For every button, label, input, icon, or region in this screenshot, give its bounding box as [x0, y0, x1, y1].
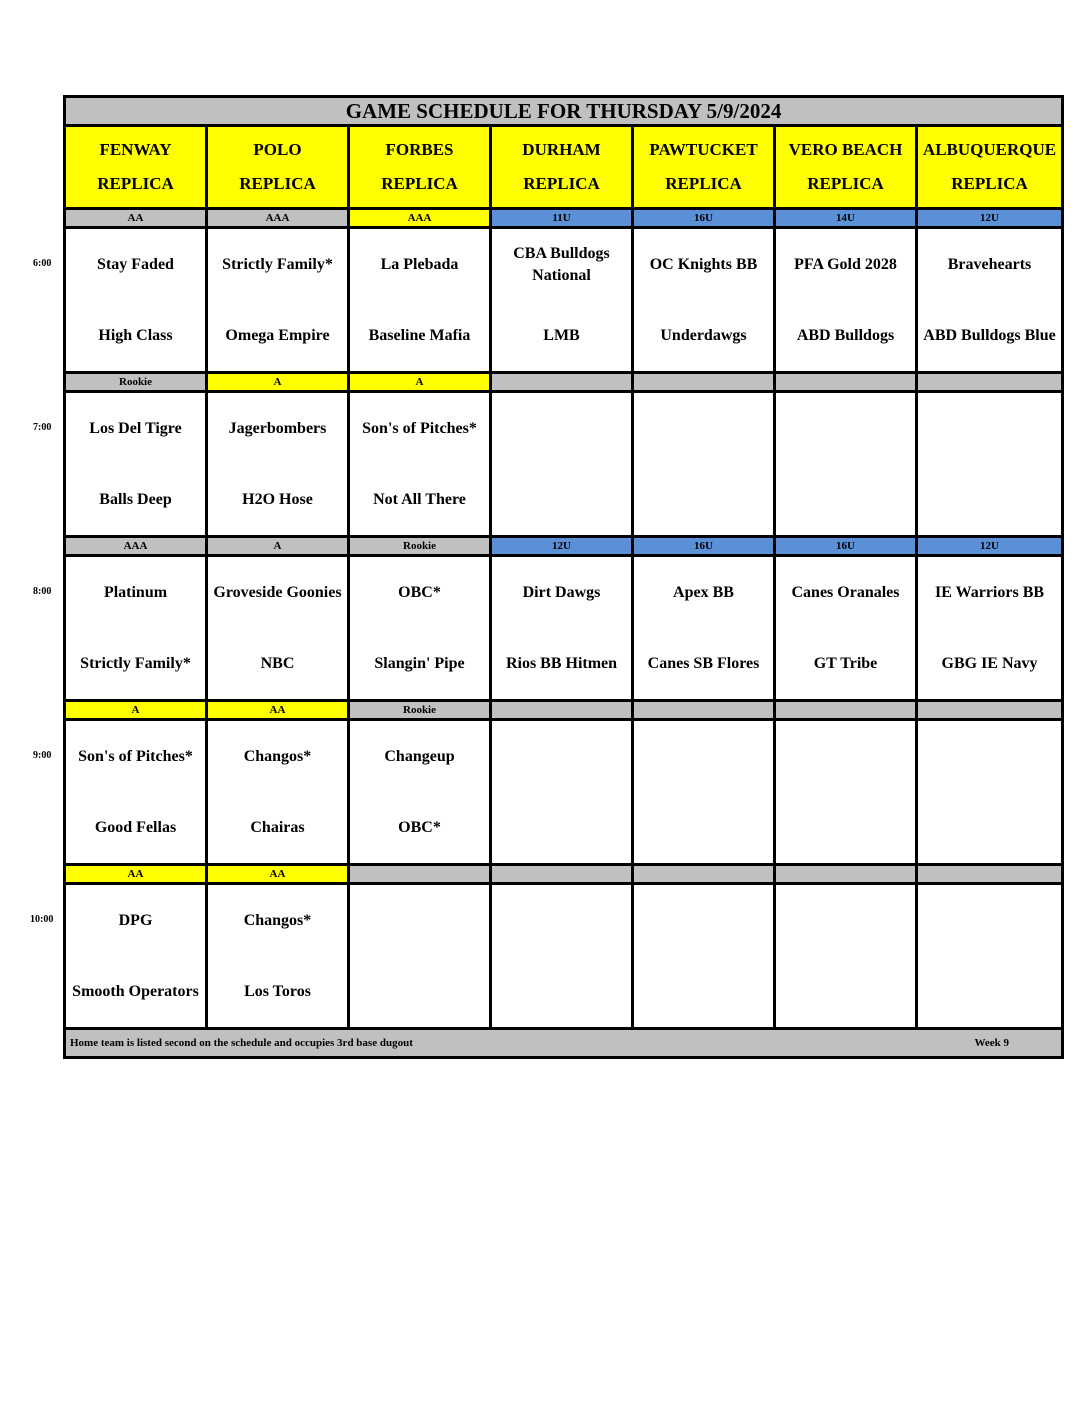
away-team — [350, 885, 489, 956]
field-header — [65, 126, 207, 209]
away-team: Changos* — [243, 747, 312, 765]
home-team: Canes SB Flores — [647, 654, 760, 672]
away-team — [776, 393, 915, 464]
home-team: Balls Deep — [99, 490, 172, 508]
away-team: IE Warriors BB — [934, 583, 1045, 601]
home-team: Slangin' Pipe — [374, 654, 465, 672]
game-cell — [349, 556, 491, 701]
home-team — [918, 956, 1061, 1027]
field-subtitle: REPLICA — [239, 174, 316, 193]
away-team: Apex BB — [673, 583, 734, 601]
away-team: OBC* — [398, 583, 441, 601]
time-slot-label: 7:00 — [33, 421, 52, 433]
division-label: 16U — [633, 209, 775, 228]
field-header — [775, 126, 917, 209]
game-cell — [207, 884, 349, 1029]
field-header — [349, 126, 491, 209]
game-row — [65, 720, 1063, 865]
game-cell — [633, 556, 775, 701]
home-team: Baseline Mafia — [368, 326, 471, 344]
field-subtitle: REPLICA — [951, 174, 1028, 193]
home-team: Omega Empire — [225, 326, 330, 344]
division-label: 12U — [491, 537, 633, 556]
game-cell — [349, 228, 491, 373]
division-label: Rookie — [349, 701, 491, 720]
field-subtitle: REPLICA — [97, 174, 174, 193]
game-row — [65, 392, 1063, 537]
division-label: 12U — [917, 537, 1063, 556]
division-label — [917, 701, 1063, 720]
away-team: La Plebada — [380, 255, 459, 273]
game-cell — [349, 884, 491, 1029]
time-slot-label: 8:00 — [33, 585, 52, 597]
field-name: FORBES — [385, 140, 454, 159]
division-label: A — [65, 701, 207, 720]
away-team: Changos* — [243, 911, 312, 929]
game-cell — [491, 392, 633, 537]
away-team: PFA Gold 2028 — [794, 255, 897, 273]
home-team: ABD Bulldogs Blue — [923, 326, 1056, 344]
page-title: GAME SCHEDULE FOR THURSDAY 5/9/2024 — [65, 97, 1063, 126]
home-team: Underdawgs — [660, 326, 747, 344]
home-team: GBG IE Navy — [941, 654, 1038, 672]
home-team: Smooth Operators — [72, 982, 199, 1000]
division-label: AA — [65, 865, 207, 884]
home-team — [492, 792, 631, 863]
away-team: Strictly Family* — [222, 255, 333, 273]
game-cell — [349, 392, 491, 537]
game-cell — [917, 556, 1063, 701]
home-team: Rios BB Hitmen — [505, 654, 618, 672]
away-team — [634, 885, 773, 956]
home-team: GT Tribe — [813, 654, 878, 672]
field-subtitle: REPLICA — [665, 174, 742, 193]
division-label: AA — [207, 701, 349, 720]
division-label: AA — [207, 865, 349, 884]
division-label: A — [207, 373, 349, 392]
home-team — [776, 792, 915, 863]
division-label — [491, 865, 633, 884]
field-header — [633, 126, 775, 209]
division-row — [65, 865, 1063, 884]
game-cell — [633, 392, 775, 537]
home-team: NBC — [260, 654, 295, 672]
home-team: LMB — [543, 326, 580, 344]
division-label: 14U — [775, 209, 917, 228]
game-cell — [917, 720, 1063, 865]
division-label — [633, 373, 775, 392]
division-label: 11U — [491, 209, 633, 228]
away-team: Platinum — [103, 583, 168, 601]
field-name: ALBUQUERQUE — [922, 140, 1057, 159]
home-team: Strictly Family* — [80, 654, 191, 672]
home-team: OBC* — [398, 818, 441, 836]
home-team — [918, 464, 1061, 535]
field-name: PAWTUCKET — [649, 140, 758, 159]
division-label — [491, 701, 633, 720]
field-name: DURHAM — [522, 140, 601, 159]
division-label: 16U — [775, 537, 917, 556]
away-team: Los Del Tigre — [89, 419, 182, 437]
game-cell — [491, 720, 633, 865]
game-cell — [207, 556, 349, 701]
field-header — [207, 126, 349, 209]
home-team — [918, 792, 1061, 863]
schedule-table — [63, 95, 1064, 1059]
field-name: FENWAY — [99, 140, 172, 159]
away-team: OC Knights BB — [649, 255, 758, 273]
division-label — [775, 865, 917, 884]
division-row — [65, 701, 1063, 720]
division-label — [775, 373, 917, 392]
game-cell — [775, 228, 917, 373]
away-team: Groveside Goonies — [213, 583, 342, 601]
division-label: A — [349, 373, 491, 392]
division-label: AAA — [349, 209, 491, 228]
game-cell — [207, 228, 349, 373]
game-cell — [65, 720, 207, 865]
game-cell — [633, 228, 775, 373]
division-label — [917, 865, 1063, 884]
division-label — [633, 701, 775, 720]
division-label — [775, 701, 917, 720]
home-team — [492, 956, 631, 1027]
away-team: Son's of Pitches* — [78, 747, 193, 765]
away-team: CBA Bulldogs National — [513, 244, 610, 284]
game-row — [65, 884, 1063, 1029]
division-label: AAA — [207, 209, 349, 228]
division-label — [349, 865, 491, 884]
field-name: VERO BEACH — [788, 140, 903, 159]
away-team: Dirt Dawgs — [522, 583, 601, 601]
field-name: POLO — [253, 140, 302, 159]
division-label — [491, 373, 633, 392]
home-team: Chairas — [250, 818, 305, 836]
division-row — [65, 373, 1063, 392]
away-team — [776, 721, 915, 792]
game-cell — [633, 720, 775, 865]
game-cell — [491, 228, 633, 373]
away-team: Son's of Pitches* — [362, 419, 477, 437]
game-cell — [65, 228, 207, 373]
division-label: AA — [65, 209, 207, 228]
footer-bar — [65, 1029, 1063, 1058]
field-subtitle: REPLICA — [807, 174, 884, 193]
game-cell — [207, 720, 349, 865]
field-header — [491, 126, 633, 209]
division-label — [633, 865, 775, 884]
home-team — [776, 956, 915, 1027]
week-label: Week 9 — [974, 1037, 1010, 1049]
game-cell — [349, 720, 491, 865]
away-team: Jagerbombers — [228, 419, 327, 437]
division-label: 16U — [633, 537, 775, 556]
time-slot-label: 10:00 — [30, 913, 54, 925]
game-cell — [917, 228, 1063, 373]
home-team: H2O Hose — [242, 490, 313, 508]
game-cell — [491, 556, 633, 701]
game-cell — [775, 556, 917, 701]
division-row — [65, 209, 1063, 228]
home-team — [350, 956, 489, 1027]
away-team — [492, 721, 631, 792]
home-team — [634, 956, 773, 1027]
game-cell — [917, 884, 1063, 1029]
field-subtitle: REPLICA — [523, 174, 600, 193]
away-team: Changeup — [384, 747, 455, 765]
home-team — [492, 464, 631, 535]
away-team — [776, 885, 915, 956]
home-team: ABD Bulldogs — [796, 326, 895, 344]
game-cell — [775, 392, 917, 537]
home-team: Not All There — [373, 490, 466, 508]
division-label: 12U — [917, 209, 1063, 228]
away-team — [918, 721, 1061, 792]
game-cell — [65, 392, 207, 537]
footer-note: Home team is listed second on the schedule and occupies 3rd base dugout — [70, 1037, 413, 1049]
division-row — [65, 537, 1063, 556]
home-team — [634, 464, 773, 535]
game-cell — [633, 884, 775, 1029]
away-team — [492, 885, 631, 956]
division-label: Rookie — [349, 537, 491, 556]
game-cell — [775, 720, 917, 865]
away-team — [634, 721, 773, 792]
away-team: Canes Oranales — [791, 583, 900, 601]
home-team — [634, 792, 773, 863]
game-cell — [917, 392, 1063, 537]
game-cell — [207, 392, 349, 537]
game-cell — [491, 884, 633, 1029]
home-team: Good Fellas — [94, 818, 177, 836]
time-slot-label: 9:00 — [33, 749, 52, 761]
game-cell — [775, 884, 917, 1029]
home-team: High Class — [98, 326, 173, 344]
game-row — [65, 228, 1063, 373]
division-label: A — [207, 537, 349, 556]
away-team — [918, 885, 1061, 956]
home-team: Los Toros — [244, 982, 311, 1000]
game-row — [65, 556, 1063, 701]
field-subtitle: REPLICA — [381, 174, 458, 193]
away-team — [492, 393, 631, 464]
division-label — [917, 373, 1063, 392]
away-team — [918, 393, 1061, 464]
game-cell — [65, 556, 207, 701]
away-team — [634, 393, 773, 464]
field-header — [917, 126, 1063, 209]
division-label: Rookie — [65, 373, 207, 392]
game-cell — [65, 884, 207, 1029]
away-team: Stay Faded — [97, 255, 174, 273]
away-team: DPG — [118, 911, 153, 929]
away-team: Bravehearts — [947, 255, 1032, 273]
division-label: AAA — [65, 537, 207, 556]
time-slot-label: 6:00 — [33, 257, 52, 269]
home-team — [776, 464, 915, 535]
